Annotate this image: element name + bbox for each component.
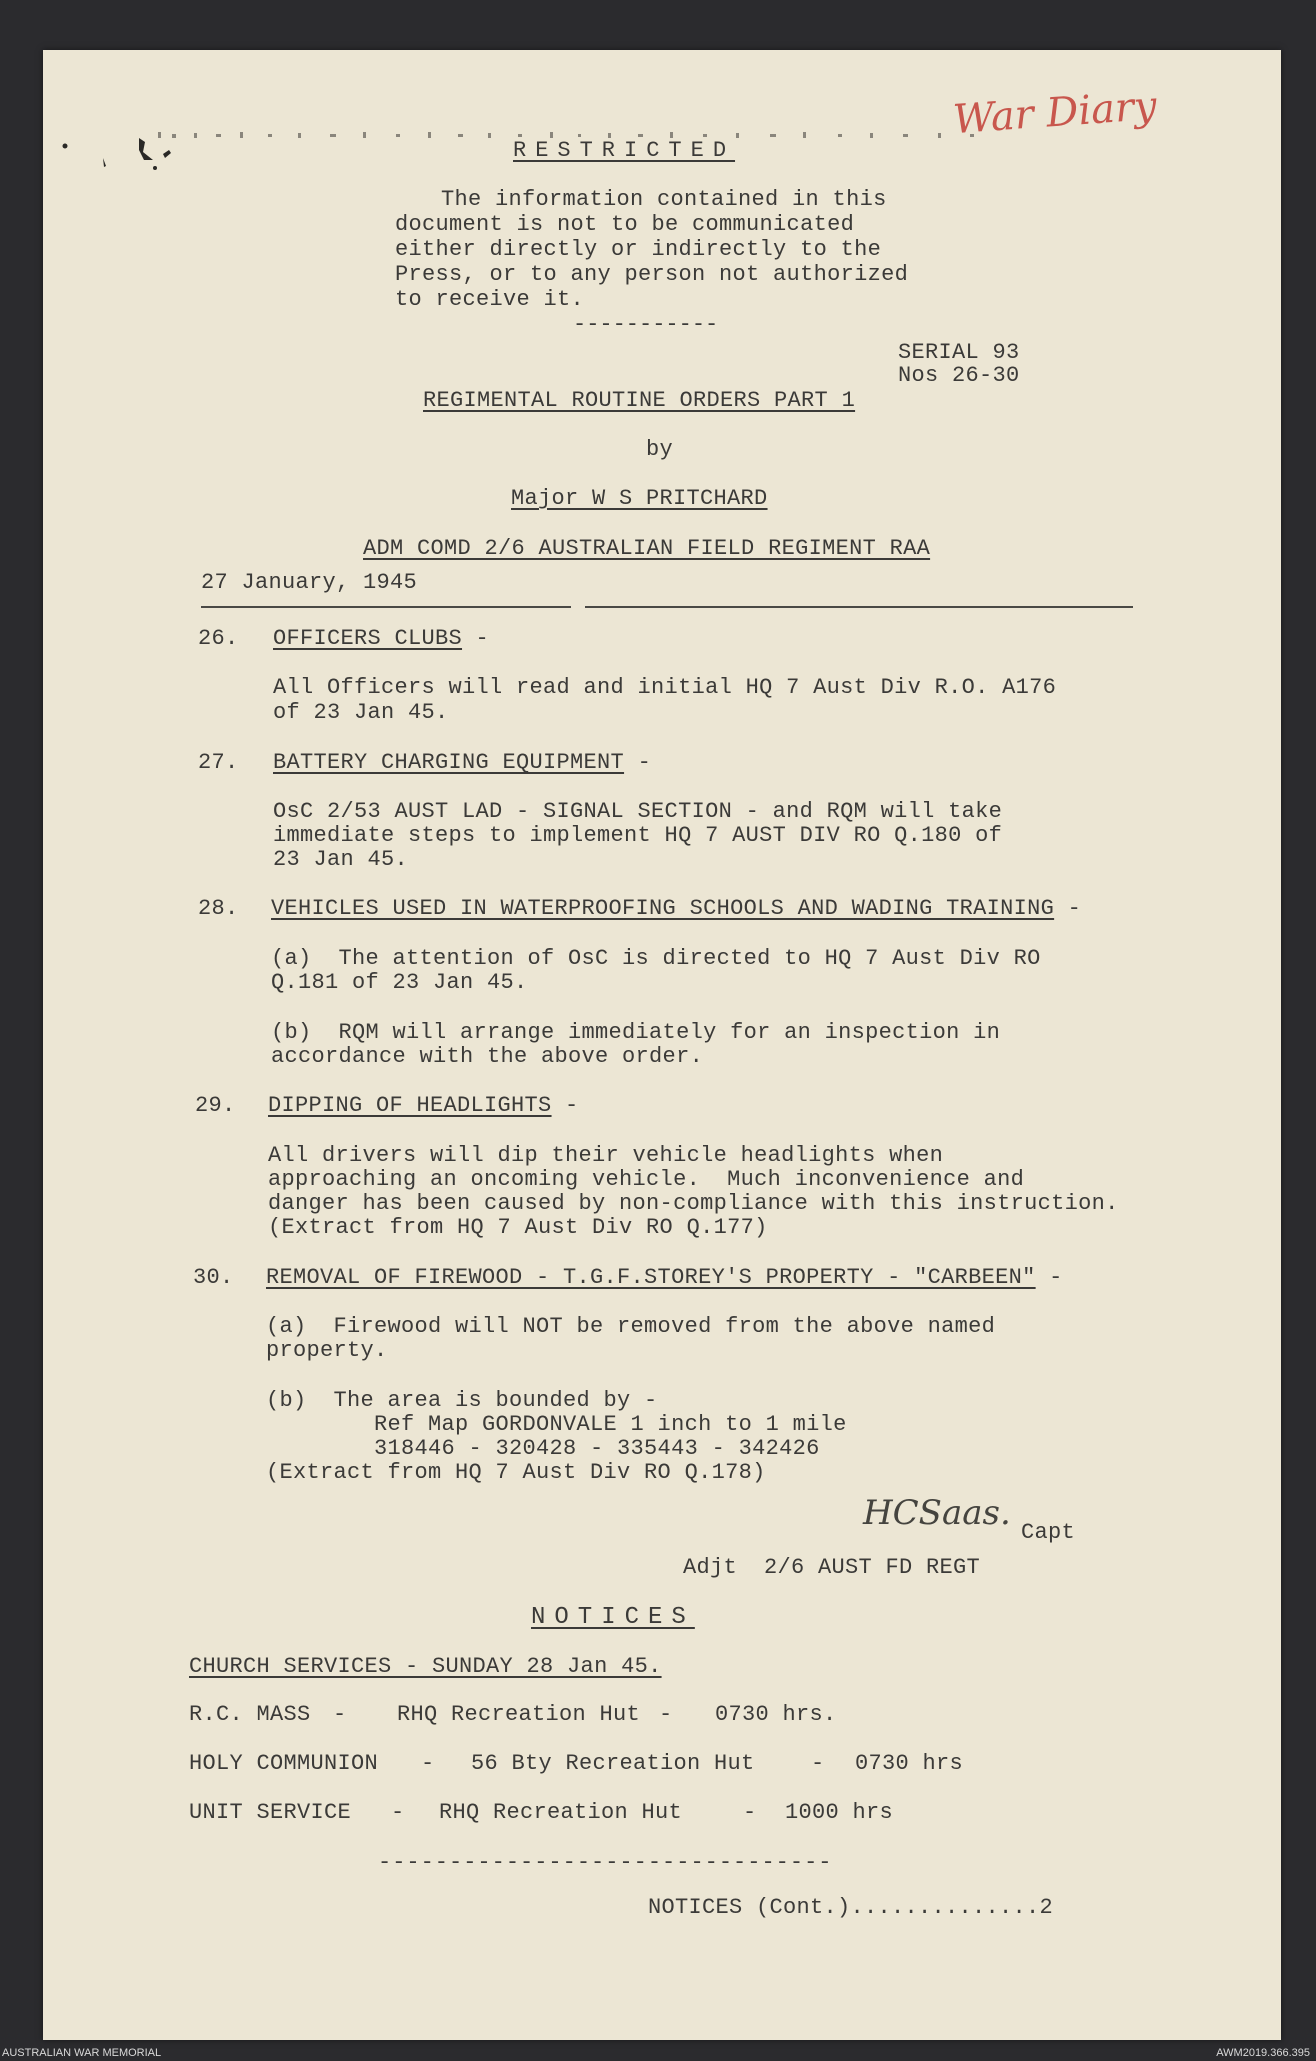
order-heading: DIPPING OF HEADLIGHTS -: [268, 1093, 579, 1118]
service-separator: -: [421, 1751, 435, 1776]
order-heading-text: DIPPING OF HEADLIGHTS: [268, 1093, 552, 1118]
order-text: property.: [266, 1338, 388, 1363]
classification-heading: RESTRICTED: [513, 138, 736, 163]
order-heading-text: OFFICERS CLUBS: [273, 626, 463, 651]
serial-number: SERIAL 93: [898, 340, 1020, 365]
document-date: 27 January, 1945: [201, 570, 418, 595]
service-name: HOLY COMMUNION: [189, 1751, 379, 1776]
order-number: 29.: [195, 1093, 236, 1118]
service-separator: -: [333, 1702, 347, 1727]
order-heading-text: VEHICLES USED IN WATERPROOFING SCHOOLS AND WADING TRAINING: [271, 896, 1055, 921]
author-name: Major W S PRITCHARD: [511, 486, 768, 511]
order-number: 26.: [198, 626, 239, 651]
order-text: All drivers will dip their vehicle headlights when: [268, 1143, 944, 1168]
order-text: Ref Map GORDONVALE 1 inch to 1 mile: [266, 1412, 847, 1437]
war-diary-annotation: War Diary: [951, 82, 1159, 144]
archive-credit: AUSTRALIAN WAR MEMORIAL: [2, 2047, 162, 2059]
order-heading: REMOVAL OF FIREWOOD - T.G.F.STOREY'S PROPERTY - "CARBEEN" -: [266, 1265, 1063, 1290]
service-name: R.C. MASS: [189, 1702, 311, 1727]
order-text: (b) The area is bounded by -: [266, 1388, 658, 1413]
service-separator: -: [743, 1800, 757, 1825]
ink-blot: [51, 110, 181, 180]
order-text: 318446 - 320428 - 335443 - 342426: [266, 1436, 820, 1461]
order-text: OsC 2/53 AUST LAD - SIGNAL SECTION - and RQM will take: [273, 799, 1003, 824]
order-heading-text: BATTERY CHARGING EQUIPMENT: [273, 750, 625, 775]
order-text: (Extract from HQ 7 Aust Div RO Q.178): [266, 1460, 766, 1485]
order-number: 28.: [198, 896, 239, 921]
signature-rank: Capt: [1021, 1520, 1076, 1545]
order-text: (a) Firewood will NOT be removed from the above named: [266, 1314, 996, 1339]
order-number: 27.: [198, 750, 239, 775]
notices-divider: --------------------------------: [378, 1850, 833, 1875]
service-place: RHQ Recreation Hut: [439, 1800, 683, 1825]
order-text: Q.181 of 23 Jan 45.: [271, 970, 528, 995]
service-time: 1000 hrs: [785, 1800, 894, 1825]
document-page: [43, 50, 1281, 2040]
signature-appointment: Adjt 2/6 AUST FD REGT: [683, 1555, 981, 1580]
order-text: (a) The attention of OsC is directed to HQ 7 Aust Div RO: [271, 946, 1041, 971]
signature-handwritten: HCSaas.: [863, 1493, 1011, 1533]
order-heading-text: REMOVAL OF FIREWOOD - T.G.F.STOREY'S PROPERTY - "CARBEEN": [266, 1265, 1036, 1290]
service-time: 0730 hrs: [855, 1751, 964, 1776]
order-text: accordance with the above order.: [271, 1044, 704, 1069]
service-separator: -: [811, 1751, 825, 1776]
order-text: (b) RQM will arrange immediately for an inspection in: [271, 1020, 1001, 1045]
order-numbers: Nos 26-30: [898, 363, 1020, 388]
order-heading: BATTERY CHARGING EQUIPMENT -: [273, 750, 652, 775]
order-heading: OFFICERS CLUBS -: [273, 626, 490, 651]
order-heading: VEHICLES USED IN WATERPROOFING SCHOOLS AND WADING TRAINING -: [271, 896, 1082, 921]
service-separator: -: [391, 1800, 405, 1825]
service-name: UNIT SERVICE: [189, 1800, 352, 1825]
order-text: All Officers will read and initial HQ 7 Aust Div R.O. A176: [273, 675, 1057, 700]
service-place: 56 Bty Recreation Hut: [471, 1751, 755, 1776]
order-text: of 23 Jan 45.: [273, 700, 449, 725]
service-place: RHQ Recreation Hut: [397, 1702, 641, 1727]
order-text: 23 Jan 45.: [273, 847, 409, 872]
order-text: danger has been caused by non-compliance with this instruction.: [268, 1191, 1119, 1216]
warning-line: Press, or to any person not authorized: [395, 262, 909, 287]
warning-line: document is not to be communicated: [395, 212, 855, 237]
date-rule: [585, 606, 1133, 608]
warning-line: either directly or indirectly to the: [395, 237, 882, 262]
order-text: immediate steps to implement HQ 7 AUST DIV RO Q.180 of: [273, 823, 1003, 848]
by-line: by: [646, 437, 674, 462]
warning-line: The information contained in this: [441, 187, 887, 212]
service-separator: -: [659, 1702, 673, 1727]
notices-continuation: NOTICES (Cont.)..............2: [648, 1895, 1054, 1920]
notices-title: NOTICES: [531, 1604, 695, 1631]
order-text: (Extract from HQ 7 Aust Div RO Q.177): [268, 1215, 768, 1240]
warning-line: to receive it.: [395, 287, 585, 312]
church-services-heading: CHURCH SERVICES - SUNDAY 28 Jan 45.: [189, 1654, 662, 1679]
service-time: 0730 hrs.: [715, 1702, 837, 1727]
order-text: approaching an oncoming vehicle. Much inconvenience and: [268, 1167, 1025, 1192]
warning-divider: -----------: [573, 312, 719, 337]
restriction-warning: [395, 187, 908, 312]
unit-name: ADM COMD 2/6 AUSTRALIAN FIELD REGIMENT RAA: [363, 536, 931, 561]
date-rule: [201, 606, 571, 608]
document-title: REGIMENTAL ROUTINE ORDERS PART 1: [423, 388, 856, 413]
order-number: 30.: [193, 1265, 234, 1290]
archive-reference: AWM2019.366.395: [1216, 2047, 1310, 2059]
